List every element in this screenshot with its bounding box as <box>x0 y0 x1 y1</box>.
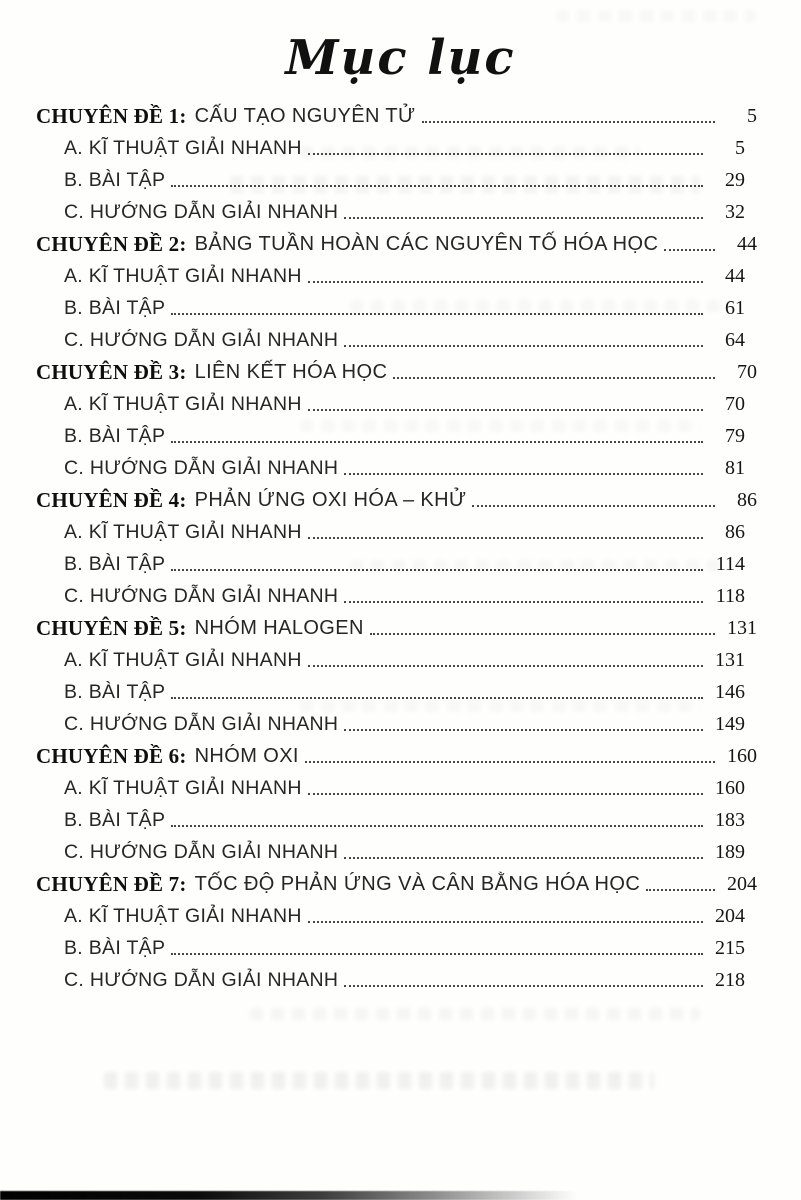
section-title: NHÓM HALOGEN <box>194 617 364 639</box>
toc-section-heading <box>36 355 757 387</box>
section-title: NHÓM OXI <box>194 745 299 767</box>
dot-leader <box>171 185 703 187</box>
toc-section-heading <box>36 99 757 131</box>
toc-item-page-number: 189 <box>715 841 745 863</box>
toc-item-label: A. KĨ THUẬT GIẢI NHANH <box>64 393 302 415</box>
dot-leader <box>344 473 703 475</box>
section-page-number: 204 <box>727 873 757 895</box>
dot-leader <box>344 985 703 987</box>
toc-item-label: B. BÀI TẬP <box>64 937 166 959</box>
dot-leader <box>308 153 703 155</box>
section-label: CHUYÊN ĐỀ 6: <box>36 744 187 768</box>
section-page-number: 160 <box>727 745 757 767</box>
dot-leader <box>422 121 715 123</box>
toc-item <box>36 323 757 355</box>
toc-item <box>36 163 757 195</box>
section-title: BẢNG TUẦN HOÀN CÁC NGUYÊN TỐ HÓA HỌC <box>194 233 659 255</box>
toc-item <box>36 963 757 995</box>
dot-leader <box>171 953 703 955</box>
section-label: CHUYÊN ĐỀ 1: <box>36 104 187 128</box>
toc-item <box>36 451 757 483</box>
section-title: PHẢN ỨNG OXI HÓA – KHỬ <box>194 489 467 511</box>
toc-item-label: C. HƯỚNG DẪN GIẢI NHANH <box>64 457 339 479</box>
dot-leader <box>308 665 703 667</box>
section-page-number: 70 <box>737 361 757 383</box>
section-label: CHUYÊN ĐỀ 5: <box>36 616 187 640</box>
toc-item-page-number: 218 <box>715 969 745 991</box>
dot-leader <box>344 729 703 731</box>
section-label: CHUYÊN ĐỀ 2: <box>36 232 187 256</box>
dot-leader <box>308 281 703 283</box>
toc-section <box>36 355 757 483</box>
toc-item-page-number: 32 <box>725 201 745 223</box>
dot-leader <box>171 313 703 315</box>
section-title: CẤU TẠO NGUYÊN TỬ <box>194 105 416 127</box>
section-label: CHUYÊN ĐỀ 3: <box>36 360 187 384</box>
toc-section-heading <box>36 611 757 643</box>
toc-item <box>36 771 757 803</box>
toc-section <box>36 867 757 995</box>
dot-leader <box>344 345 703 347</box>
toc-item <box>36 707 757 739</box>
page-title: Mục lục <box>285 30 516 86</box>
toc-item-label: B. BÀI TẬP <box>64 809 166 831</box>
toc-item <box>36 579 757 611</box>
toc-item-page-number: 160 <box>715 777 745 799</box>
toc-item-page-number: 118 <box>715 585 745 607</box>
toc-section <box>36 227 757 355</box>
dot-leader <box>308 921 703 923</box>
toc-item-page-number: 29 <box>725 169 745 191</box>
toc-item-page-number: 146 <box>715 681 745 703</box>
dot-leader <box>344 857 703 859</box>
toc-item <box>36 835 757 867</box>
bleed-through-artifact <box>104 1072 654 1089</box>
section-label: CHUYÊN ĐỀ 4: <box>36 488 187 512</box>
toc-item-label: B. BÀI TẬP <box>64 553 166 575</box>
dot-leader <box>344 601 703 603</box>
toc-item-label: A. KĨ THUẬT GIẢI NHANH <box>64 137 302 159</box>
toc-item-label: A. KĨ THUẬT GIẢI NHANH <box>64 905 302 927</box>
dot-leader <box>472 505 715 507</box>
toc-item-label: C. HƯỚNG DẪN GIẢI NHANH <box>64 841 339 863</box>
toc-section <box>36 483 757 611</box>
toc-item <box>36 291 757 323</box>
toc-section <box>36 99 757 227</box>
toc-item <box>36 131 757 163</box>
toc-item-page-number: 131 <box>715 649 745 671</box>
toc-item-label: A. KĨ THUẬT GIẢI NHANH <box>64 265 302 287</box>
section-label: CHUYÊN ĐỀ 7: <box>36 872 187 896</box>
dot-leader <box>344 217 703 219</box>
toc-item-page-number: 70 <box>725 393 745 415</box>
toc-item-label: B. BÀI TẬP <box>64 681 166 703</box>
dot-leader <box>393 377 715 379</box>
dot-leader <box>305 761 715 763</box>
toc-item <box>36 675 757 707</box>
toc-item <box>36 387 757 419</box>
toc-item-label: A. KĨ THUẬT GIẢI NHANH <box>64 777 302 799</box>
dot-leader <box>308 793 703 795</box>
dot-leader <box>171 569 703 571</box>
toc-list <box>36 99 757 995</box>
dot-leader <box>171 825 703 827</box>
section-page-number: 86 <box>737 489 757 511</box>
toc-item-label: B. BÀI TẬP <box>64 297 166 319</box>
toc-item-page-number: 86 <box>725 521 745 543</box>
toc-item <box>36 931 757 963</box>
section-page-number: 131 <box>727 617 757 639</box>
toc-item <box>36 803 757 835</box>
toc-section-heading <box>36 227 757 259</box>
scan-edge-shadow <box>0 1191 620 1200</box>
toc-section <box>36 611 757 739</box>
dot-leader <box>308 409 703 411</box>
toc-item-label: C. HƯỚNG DẪN GIẢI NHANH <box>64 713 339 735</box>
toc-item-page-number: 114 <box>715 553 745 575</box>
bleed-through-artifact <box>250 1008 700 1020</box>
section-title: TỐC ĐỘ PHẢN ỨNG VÀ CÂN BẰNG HÓA HỌC <box>194 873 641 895</box>
section-title: LIÊN KẾT HÓA HỌC <box>194 361 388 383</box>
toc-item-page-number: 5 <box>735 137 745 159</box>
toc-item-page-number: 61 <box>725 297 745 319</box>
toc-item-page-number: 183 <box>715 809 745 831</box>
toc-section <box>36 739 757 867</box>
dot-leader <box>171 441 703 443</box>
dot-leader <box>171 697 703 699</box>
toc-section-heading <box>36 739 757 771</box>
toc-item <box>36 419 757 451</box>
bleed-through-artifact <box>556 10 756 22</box>
toc-item-page-number: 44 <box>725 265 745 287</box>
toc-item-label: B. BÀI TẬP <box>64 169 166 191</box>
toc-item-page-number: 149 <box>715 713 745 735</box>
toc-item <box>36 259 757 291</box>
dot-leader <box>646 889 715 891</box>
section-page-number: 44 <box>737 233 757 255</box>
toc-section-heading <box>36 483 757 515</box>
toc-item-page-number: 81 <box>725 457 745 479</box>
toc-item-label: C. HƯỚNG DẪN GIẢI NHANH <box>64 585 339 607</box>
toc-item-label: A. KĨ THUẬT GIẢI NHANH <box>64 649 302 671</box>
toc-item <box>36 643 757 675</box>
toc-item-label: A. KĨ THUẬT GIẢI NHANH <box>64 521 302 543</box>
section-page-number: 5 <box>747 105 757 127</box>
toc-item-page-number: 64 <box>725 329 745 351</box>
dot-leader <box>370 633 715 635</box>
toc-item <box>36 515 757 547</box>
toc-item-page-number: 79 <box>725 425 745 447</box>
toc-item-label: C. HƯỚNG DẪN GIẢI NHANH <box>64 201 339 223</box>
toc-item-label: C. HƯỚNG DẪN GIẢI NHANH <box>64 969 339 991</box>
toc-item-page-number: 215 <box>715 937 745 959</box>
toc-item <box>36 195 757 227</box>
toc-section-heading <box>36 867 757 899</box>
toc-item-page-number: 204 <box>715 905 745 927</box>
toc-item-label: C. HƯỚNG DẪN GIẢI NHANH <box>64 329 339 351</box>
toc-item <box>36 547 757 579</box>
dot-leader <box>308 537 703 539</box>
toc-item-label: B. BÀI TẬP <box>64 425 166 447</box>
dot-leader <box>664 249 715 251</box>
toc-item <box>36 899 757 931</box>
